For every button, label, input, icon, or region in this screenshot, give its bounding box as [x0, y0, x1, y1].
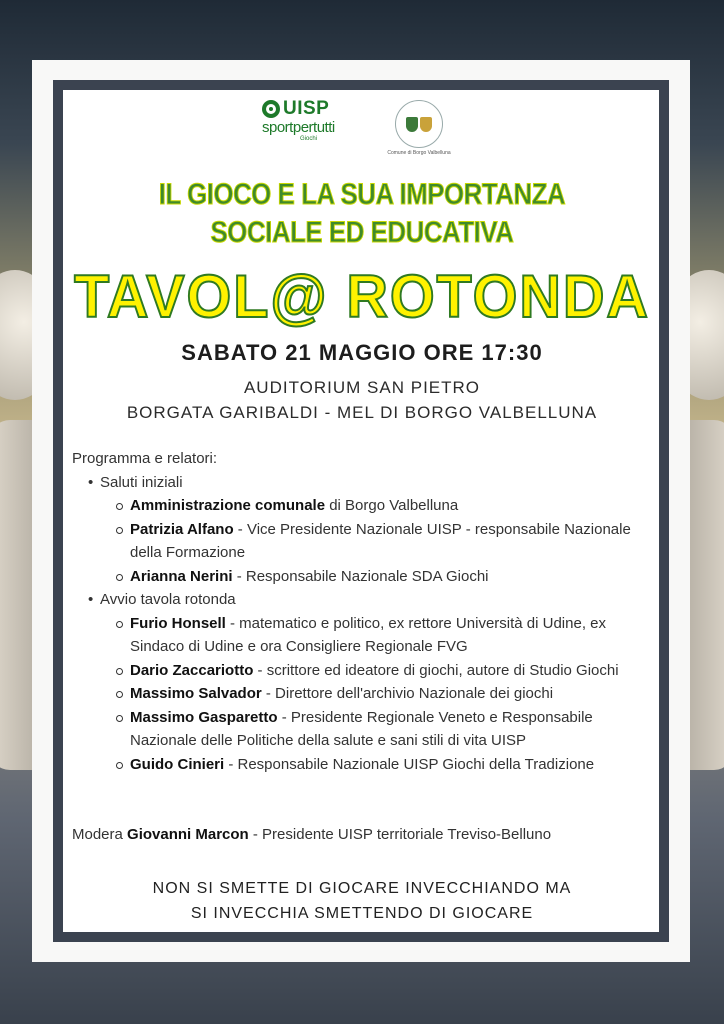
- speaker-item: [72, 518, 662, 565]
- speaker-name: Massimo Gasparetto: [130, 708, 278, 726]
- speaker-name: Arianna Nerini: [130, 567, 233, 585]
- speaker-name: Furio Honsell: [130, 614, 226, 632]
- moderator-desc: - Presidente UISP territoriale Treviso-Belluno: [248, 826, 552, 843]
- moderator-prefix: Modera: [72, 826, 128, 843]
- speaker-desc: - Responsabile Nazionale UISP Giochi della Tradizione: [224, 755, 595, 773]
- event-venue: AUDITORIUM SAN PIETRO: [243, 378, 481, 397]
- speaker-name: Massimo Salvador: [130, 685, 262, 702]
- speaker-item: [72, 682, 662, 706]
- event-date: SABATO 21 MAGGIO ORE 17:30: [181, 340, 543, 365]
- event-location: [0, 375, 724, 425]
- speaker-desc: - scrittore ed ideatore di giochi, autore di Studio Giochi: [253, 661, 619, 679]
- subtitle: [51, 176, 674, 252]
- speaker-name: Dario Zaccariotto: [130, 661, 254, 679]
- speaker-item: [72, 706, 662, 753]
- subtitle-line-2: SOCIALE ED EDUCATIVA: [210, 216, 514, 249]
- moderator-name: Giovanni Marcon: [127, 826, 249, 843]
- uisp-name: UISP: [283, 98, 330, 119]
- speaker-item: [72, 565, 662, 589]
- program-section: • Saluti iniziali: [72, 471, 662, 495]
- program: [72, 447, 662, 776]
- speaker-desc: - Responsabile Nazionale SDA Giochi: [232, 567, 489, 585]
- logo-row: [0, 98, 724, 160]
- uisp-tagline: sportpertutti: [262, 119, 335, 136]
- speaker-desc: di Borgo Valbelluna: [325, 497, 459, 514]
- speaker-item: [72, 753, 662, 777]
- speaker-name: Patrizia Alfano: [130, 520, 234, 538]
- subtitle-line-1: IL GIOCO E LA SUA IMPORTANZA: [158, 178, 566, 211]
- program-section: • Avvio tavola rotonda: [72, 588, 662, 612]
- main-title: TAVOL@ ROTONDA: [74, 263, 650, 330]
- comune-logo: [384, 100, 454, 158]
- uisp-ball-icon: [262, 100, 280, 118]
- quote-line-2: SI INVECCHIA SMETTENDO DI GIOCARE: [190, 905, 534, 922]
- moderator: [72, 826, 672, 843]
- coat-of-arms-icon: [395, 100, 443, 148]
- uisp-sub-label: Giochi: [300, 136, 318, 142]
- speaker-name: Guido Cinieri: [130, 755, 225, 773]
- speaker-name: Amministrazione comunale: [130, 497, 326, 514]
- speaker-item: [72, 659, 662, 683]
- speaker-item: [72, 612, 662, 659]
- speaker-desc: - Presidente Regionale Veneto e Responsabile Nazionale delle Politiche della salute e sani stili di vita UISP: [130, 708, 593, 749]
- program-intro: Programma e relatori:: [72, 450, 218, 467]
- speaker-desc: - Vice Presidente Nazionale UISP - responsabile Nazionale della Formazione: [130, 520, 631, 561]
- event-address: BORGATA GARIBALDI - MEL DI BORGO VALBELLUNA: [126, 403, 598, 422]
- speaker-item: [72, 494, 662, 518]
- speaker-desc: - Direttore dell'archivio Nazionale dei giochi: [261, 685, 554, 702]
- speaker-desc: - matematico e politico, ex rettore Università di Udine, ex Sindaco di Udine e ora Consigliere Regionale FVG: [130, 614, 606, 655]
- closing-quote: [0, 876, 724, 926]
- comune-label: Comune di Borgo Valbelluna: [387, 150, 451, 156]
- quote-line-1: NON SI SMETTE DI GIOCARE INVECCHIANDO MA: [152, 880, 572, 897]
- uisp-logo: [262, 98, 357, 158]
